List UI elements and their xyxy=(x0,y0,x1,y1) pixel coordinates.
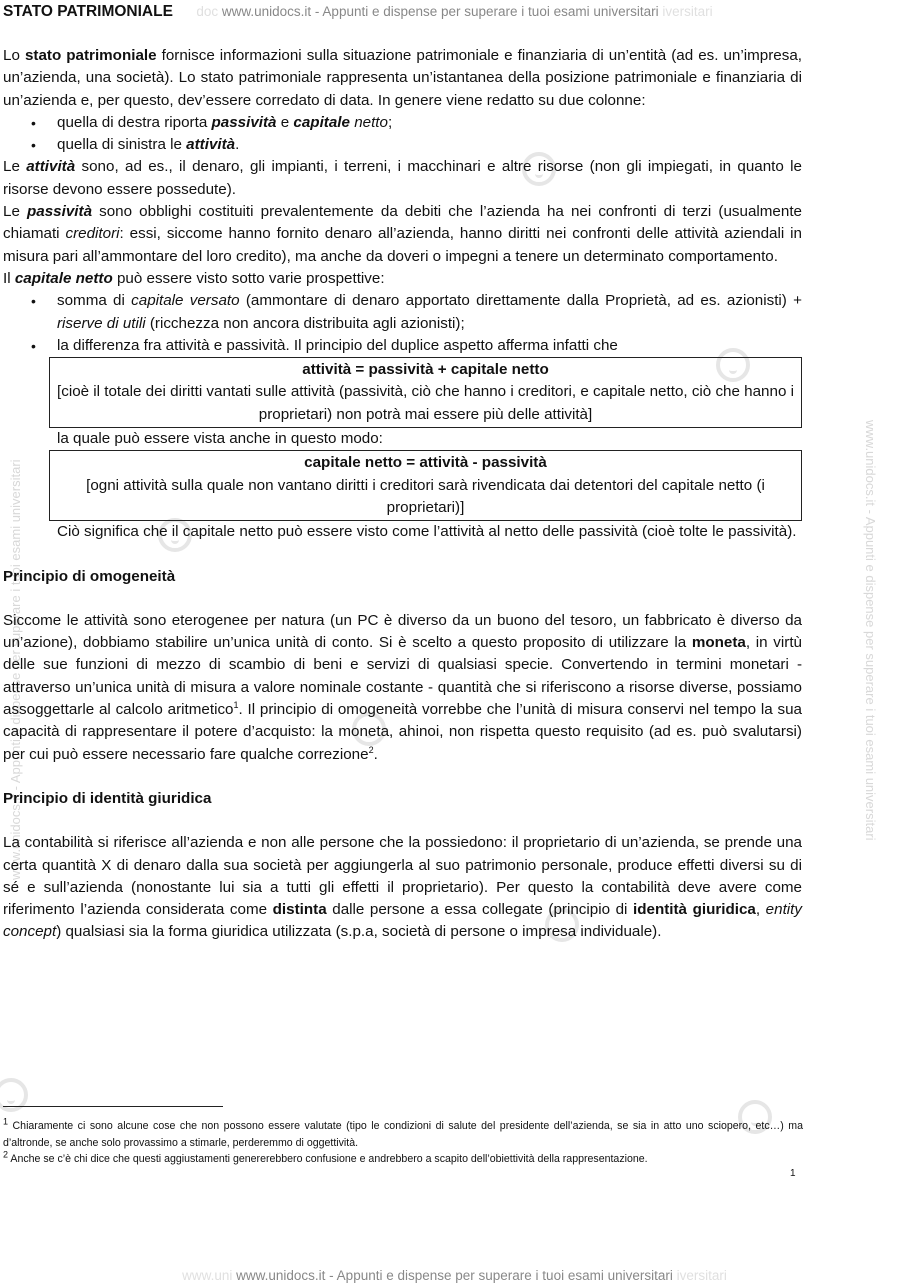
page-title: STATO PATRIMONIALE xyxy=(3,3,177,21)
attivita-paragraph: Le attività sono, ad es., il denaro, gli impianti, i terreni, i macchinari e altre risorse (non gli impiegati, in quanto le risorse devono essere possedute). xyxy=(3,158,802,198)
list-item: • quella di destra riporta passività e capitale netto; xyxy=(57,112,802,134)
between-text: la quale può essere vista anche in questo modo: xyxy=(57,430,383,448)
list-item: • somma di capitale versato (ammontare di denaro apportato direttamente dalla Proprietà, ad es. azionisti) + riserve di utili (ricchezza non ancora distribuita agli azionisti); xyxy=(57,290,802,335)
footnote: $^1$ Chiaramente ci sono alcune cose che non possono essere valutate (tipo le condizioni di salute del presidente dell’azienda, se sia in atto uno sciopero, etc…) ma d’altronde, se anche solo provassimo a stimarle, perderemmo di oggettività. xyxy=(3,1116,803,1149)
conclusion-text: Ciò significa che il capitale netto può essere visto come l’attività al netto delle passività (cioè tolte le passività). xyxy=(57,523,797,541)
list-item: • quella di sinistra le attività. xyxy=(57,134,802,156)
footer-watermark-text: www.unidocs.it - Appunti e dispense per superare i tuoi esami universitari xyxy=(236,1268,673,1283)
omogeneita-paragraph: Siccome le attività sono eterogenee per natura (un PC è diverso da un buono del tesoro, un fabbricato è diverso da un’azione), dobbiamo stabilire un’unica unità di conto. Si è scelto a questo proposito di utilizzare la moneta, in virtù delle sue funzioni di mezzo di scambio di beni e servizi di qualsiasi specie. Convertendo in termini monetari - attraverso un’unica unità di misura a valore nominale costante - quantità che si riferiscono a risorse diverse, possiamo assoggettarle al calcolo aritmetico$^1$. Il principio di omogeneità vorrebbe che l’unità di misura conservi nel tempo la sua capacità di rappresentare il potere d’acquisto: la moneta, ahinoi, non rispetta questo requisito (ad es. può svalutarsi) per cui può essere necessario fare qualche correzione$^2$. xyxy=(3,611,802,763)
section-heading: Principio di omogeneità xyxy=(3,567,176,585)
side-watermark-left: www.unidocs.it - Appunti e dispense per superare i tuoi esami universitari xyxy=(8,459,23,880)
formula-box xyxy=(49,357,802,428)
page-number: 1 xyxy=(790,1168,796,1179)
formula: attività = passività + capitale netto xyxy=(302,361,549,379)
footnote-ref[interactable]: 2 xyxy=(368,744,374,755)
footnote-ref[interactable]: 1 xyxy=(233,699,239,710)
footnote: $^2$ Anche se c’è chi dice che questi aggiustamenti genererebbero confusione e andrebbero a scapito dell’obiettività della rappresentazione. xyxy=(3,1149,648,1165)
formula-explanation: [cioè il totale dei diritti vantati sulle attività (passività, ciò che hanno i creditori, e capitale netto, ciò che hanno i proprietari) non potrà mai essere più delle attività] xyxy=(57,383,794,423)
footnotes xyxy=(3,1118,803,1168)
capitale-paragraph: Il capitale netto può essere visto sotto varie prospettive: xyxy=(3,269,385,287)
columns-list xyxy=(3,112,802,157)
formula-explanation: [ogni attività sulla quale non vantano diritti i creditori sarà rivendicata dai detentori del capitale netto (i proprietari)] xyxy=(86,476,765,516)
footer-watermark: www.uni www.unidocs.it - Appunti e dispense per superare i tuoi esami universitari iversitari xyxy=(182,1268,727,1283)
main-content xyxy=(3,45,802,944)
list-item: • la differenza fra attività e passività. Il principio del duplice aspetto afferma infatti che xyxy=(57,335,802,357)
footnote-separator xyxy=(3,1106,223,1107)
formula-box xyxy=(49,450,802,521)
side-watermark-right: www.unidocs.it - Appunti e dispense per superare i tuoi esami universitari xyxy=(863,420,878,841)
passivita-paragraph: Le passività sono obblighi costituiti prevalentemente da debiti che l’azienda ha nei confronti di terzi (usualmente chiamati creditori: essi, siccome hanno fornito denaro all’azienda, hanno diritti nei confronti delle attività aziendali in misura pari all’ammontare del loro credito), ma anche da doveri o impegni a tenere un determinato comportamento. xyxy=(3,203,802,265)
intro-paragraph: Lo stato patrimoniale fornisce informazioni sulla situazione patrimoniale e finanziaria di un’entità (ad es. un’impresa, un’azienda, una società). Lo stato patrimoniale rappresenta un’istantanea della posizione patrimoniale e finanziaria di un’azienda e, per questo, dev’essere corredato di data. In genere viene redatto su due colonne: xyxy=(3,47,802,109)
formula: capitale netto = attività - passività xyxy=(304,454,547,472)
identita-paragraph: La contabilità si riferisce all’azienda e non alle persone che la possiedono: il proprietario di un’azienda, se prende una certa quantità X di denaro dalla sua società per aggiungerla al suo patrimonio personale, produce effetti diversi su di sé e sull’azienda (nonostante lui sia a tutti gli effetti il proprietario). Per questo la contabilità deve avere come riferimento l’azienda considerata come distinta dalle persone a essa collegate (principio di identità giuridica, entity concept) qualsiasi sia la forma giuridica utilizzata (s.p.a, società di persone o impresa individuale). xyxy=(3,834,802,941)
capitale-list xyxy=(3,290,802,357)
header-watermark: doc www.unidocs.it - Appunti e dispense per superare i tuoi esami universitari iversitari xyxy=(196,4,713,19)
section-heading: Principio di identità giuridica xyxy=(3,789,212,807)
header-watermark-text: www.unidocs.it - Appunti e dispense per superare i tuoi esami universitari xyxy=(221,4,659,19)
